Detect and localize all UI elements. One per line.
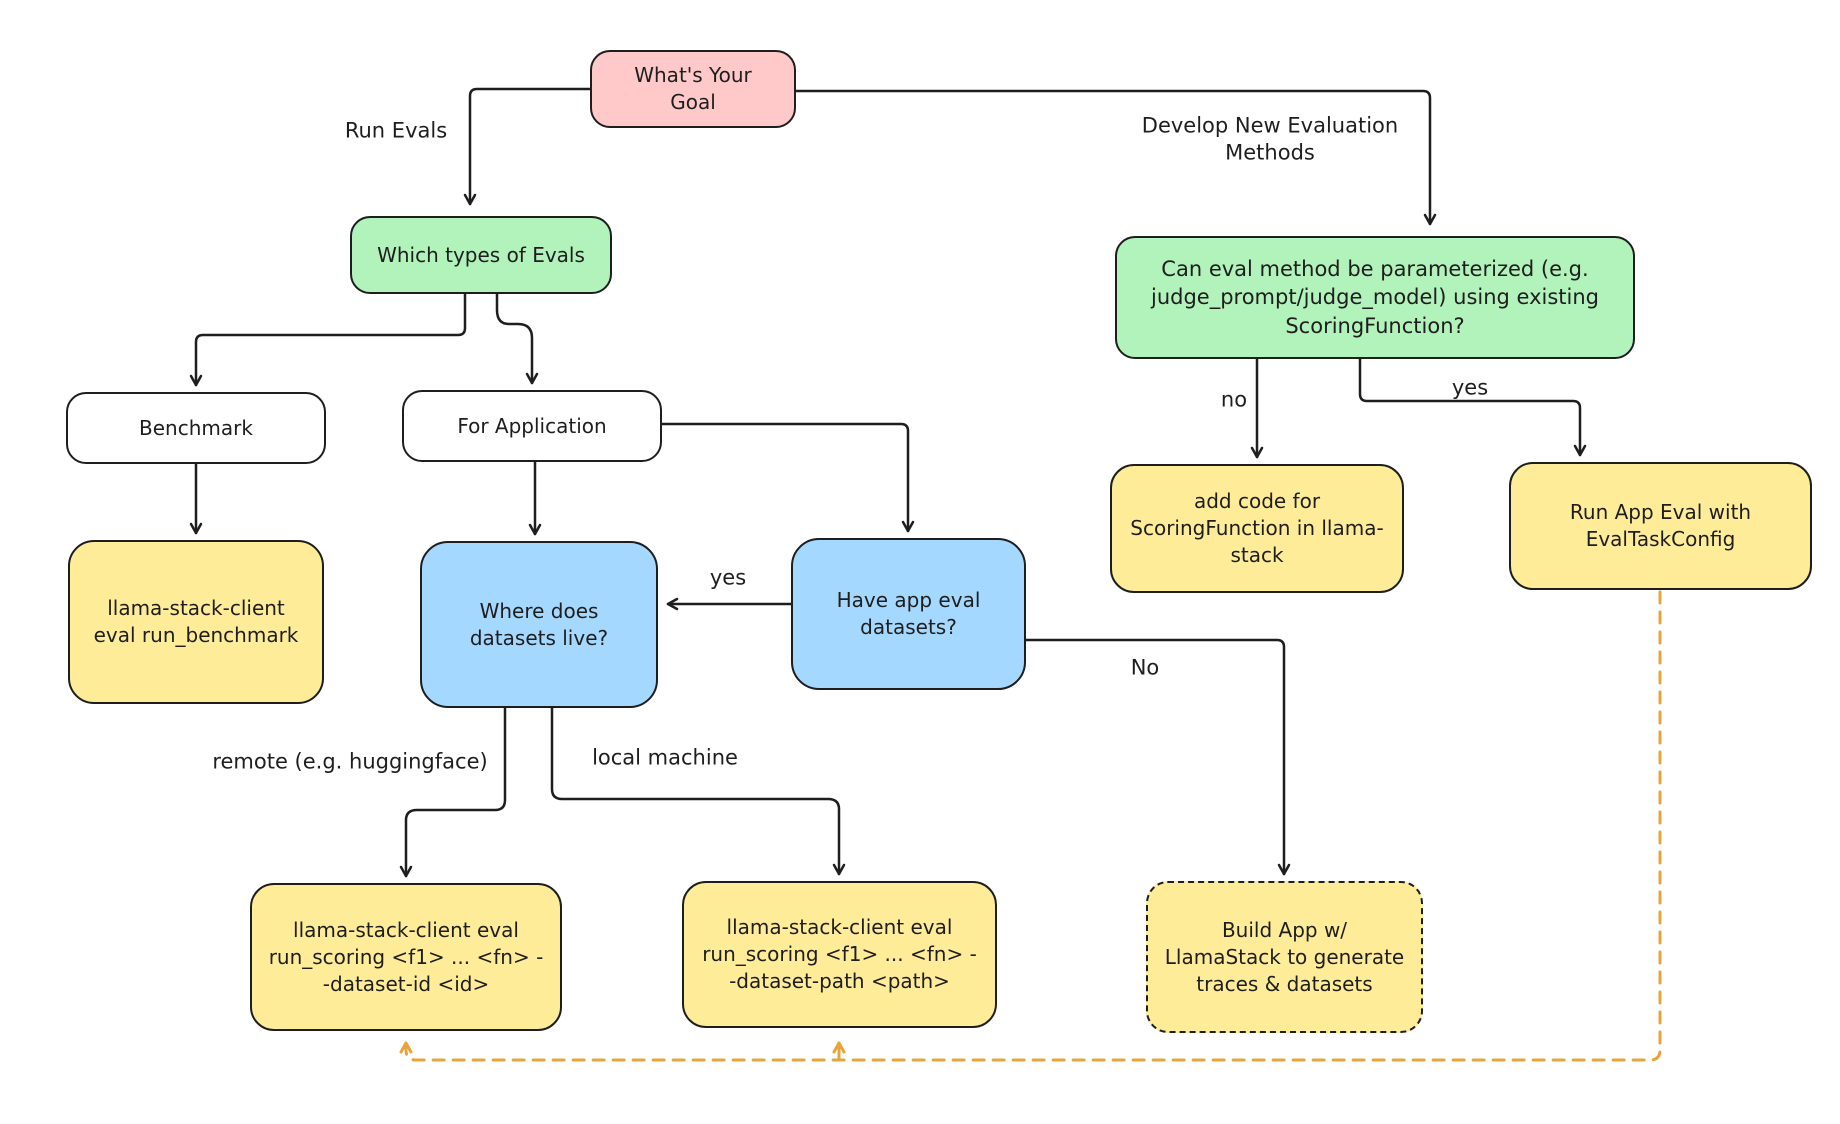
edge-label-yes-parameterize: yes bbox=[1451, 375, 1489, 400]
node-run-scoring-dataset-path-command bbox=[682, 881, 997, 1028]
edge-label-local-machine: local machine bbox=[592, 745, 738, 770]
node-label: add code for ScoringFunction in llama-stack bbox=[1130, 489, 1384, 567]
node-can-eval-method-be-parameterized bbox=[1115, 236, 1635, 359]
node-run-scoring-dataset-id-command bbox=[250, 883, 562, 1031]
edge-for-application-to-have-datasets bbox=[662, 424, 908, 531]
edge-label-no-have-datasets: No bbox=[1130, 655, 1160, 680]
edge-label-no-parameterize: no bbox=[1220, 387, 1248, 412]
node-label: llama-stack-client eval run_scoring <f1> ... <fn> --dataset-id <id> bbox=[268, 917, 544, 996]
node-label: Run App Eval with EvalTaskConfig bbox=[1569, 500, 1752, 551]
node-label: Build App w/ LlamaStack to generate traces & datasets bbox=[1164, 917, 1405, 996]
node-which-types-of-evals bbox=[350, 216, 612, 294]
edge-where-datasets-local-to-run-scoring-path bbox=[552, 708, 839, 874]
edge-which-types-to-for-application bbox=[497, 294, 532, 383]
edge-label-run-evals: Run Evals bbox=[344, 118, 448, 143]
node-for-application bbox=[402, 390, 662, 462]
node-label: llama-stack-client eval run_scoring <f1> ... <fn> --dataset-path <path> bbox=[702, 915, 977, 993]
node-label: llama-stack-client eval run_benchmark bbox=[93, 596, 299, 647]
edge-where-datasets-remote-to-run-scoring-id bbox=[406, 708, 505, 876]
node-label: Benchmark bbox=[139, 415, 253, 440]
node-label: Which types of Evals bbox=[377, 242, 585, 267]
node-have-app-eval-datasets bbox=[791, 538, 1026, 690]
node-label: Can eval method be parameterized (e.g. judge_prompt/judge_model) using existing ScoringFunction? bbox=[1150, 256, 1599, 338]
node-whats-your-goal bbox=[590, 50, 796, 128]
node-where-datasets-live bbox=[420, 541, 658, 708]
edge-label-remote-huggingface: remote (e.g. huggingface) bbox=[212, 749, 488, 774]
node-label: Where does datasets live? bbox=[469, 598, 609, 650]
edge-label-yes-have-datasets: yes bbox=[709, 565, 747, 590]
node-benchmark bbox=[66, 392, 326, 464]
edge-which-types-to-benchmark bbox=[196, 294, 465, 385]
edge-label-develop-new-evaluation-methods: Develop New Evaluation Methods bbox=[1141, 113, 1399, 165]
node-add-code-scoringfunction bbox=[1110, 464, 1404, 593]
node-label: Have app eval datasets? bbox=[836, 588, 981, 639]
edge-goal-to-which-types bbox=[470, 89, 590, 204]
node-label: What's Your Goal bbox=[634, 63, 752, 114]
node-label: For Application bbox=[457, 413, 607, 438]
node-run-benchmark-command bbox=[68, 540, 324, 704]
node-run-app-eval-evaltaskconfig bbox=[1509, 462, 1812, 590]
node-build-app-llamastack bbox=[1146, 881, 1423, 1033]
